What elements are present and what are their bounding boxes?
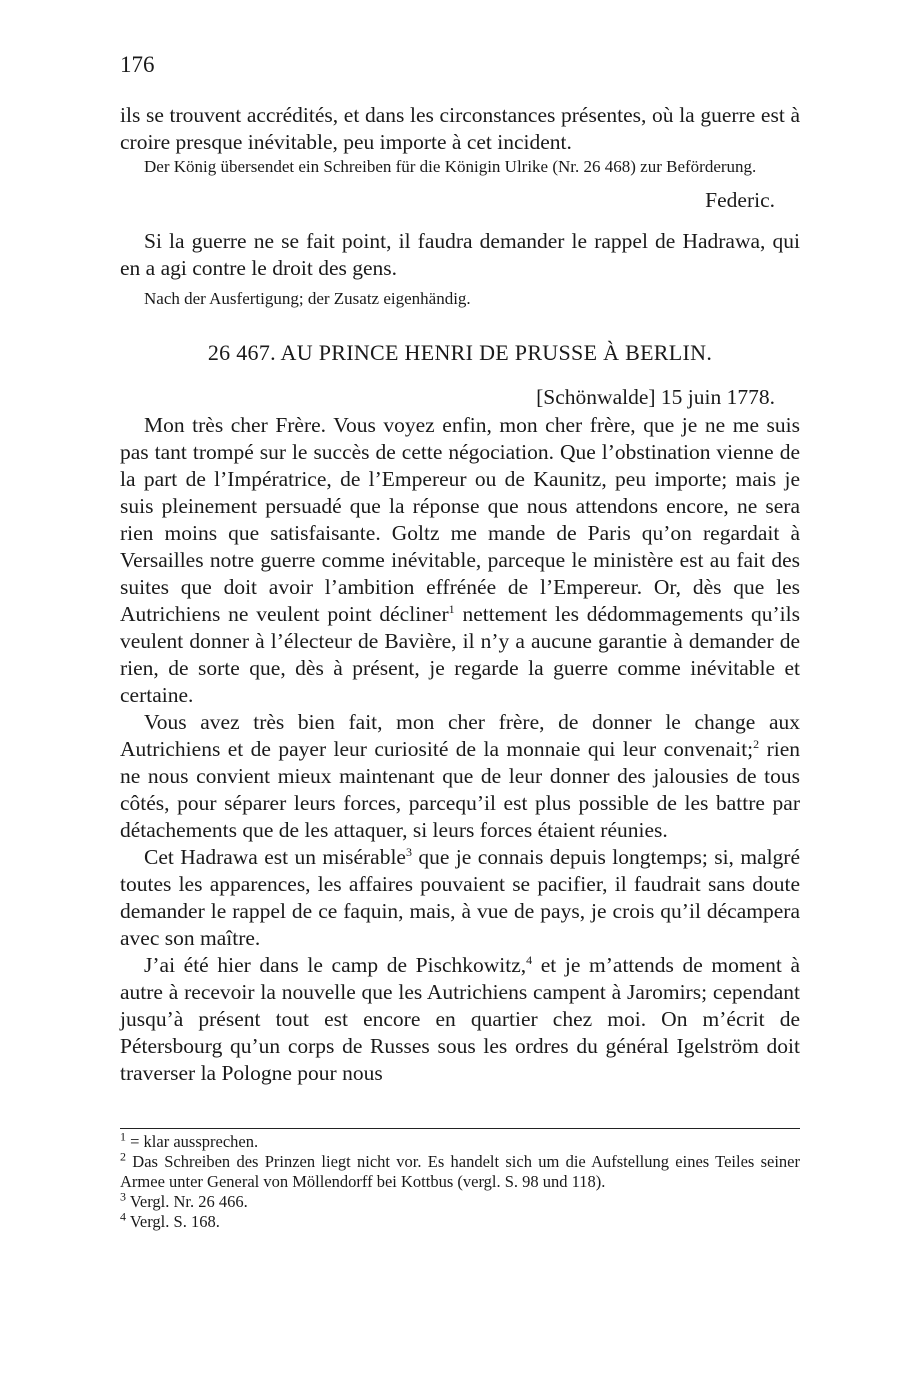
postscript: Si la guerre ne se fait point, il faudra demander le rappel de Hadrawa, qui en a agi contre le droit des gens. bbox=[120, 229, 800, 280]
letter-body bbox=[120, 412, 800, 1087]
paragraph-1-text-a: Mon très cher Frère. Vous voyez enfin, mon cher frère, que je ne me suis pas tant trompé sur le succès de cette négociation. Que l’obstination vienne de la part de l’Impératrice, de l’Empereur ou de Kaunitz, peu importe; mais je suis pleinement persuadé que la réponse que nous attendons encore, ne sera rien moins que satisfaisante. Goltz me mande de Paris qu’on regardait à Versailles notre guerre comme inévitable, parceque le ministère est au fait des suites que doit avoir l’ambition effrénée de l’Empereur. Or, dès que les Autrichiens ne veulent point décliner bbox=[120, 413, 800, 626]
footnote-divider bbox=[120, 1128, 800, 1129]
footnote-1 bbox=[120, 1129, 800, 1152]
source-note: Nach der Ausfertigung; der Zusatz eigenhändig. bbox=[144, 289, 471, 308]
paragraph-3 bbox=[120, 844, 800, 952]
paragraph-1 bbox=[120, 412, 800, 709]
footnote-mark: 3 bbox=[120, 1189, 126, 1204]
footnote-mark: 1 bbox=[120, 1129, 126, 1144]
footnote-mark: 2 bbox=[120, 1149, 126, 1164]
paragraph-4 bbox=[120, 952, 800, 1087]
signature: Federic. bbox=[705, 188, 775, 212]
paragraph-2 bbox=[120, 709, 800, 844]
paragraph-2-text-b: rien ne nous convient mieux maintenant que de leur donner des jalousies de tous côtés, pour séparer leurs forces, parcequ’il est plus possible de les battre par détachements que de les attaquer, si leurs forces étaient réunies. bbox=[120, 737, 800, 842]
footnote-ref-4: 4 bbox=[526, 952, 533, 967]
footnote-mark: 4 bbox=[120, 1209, 126, 1224]
paragraph-3-text-b: que je connais depuis longtemps; si, malgré toutes les apparences, les affaires pouvaient se pacifier, il faudrait sans doute demander le rappel de ce faquin, mais, à vue de pays, je crois qu’il décampera avec son maître. bbox=[120, 845, 801, 950]
footnote-ref-2: 2 bbox=[753, 736, 760, 751]
letter-heading: 26 467. AU PRINCE HENRI DE PRUSSE À BERLIN. bbox=[207, 340, 713, 365]
footnote-ref-3: 3 bbox=[405, 844, 412, 859]
footnote-text: Vergl. S. 168. bbox=[126, 1212, 220, 1231]
footnotes bbox=[120, 1129, 800, 1232]
letter-dateline: [Schönwalde] 15 juin 1778. bbox=[536, 385, 775, 409]
footnote-ref-1: 1 bbox=[448, 601, 455, 616]
paragraph-2-text-a: Vous avez très bien fait, mon cher frère, de donner le change aux Autrichiens et de payer leur curiosité de la monnaie qui leur convenait; bbox=[120, 710, 800, 761]
footnote-3 bbox=[120, 1189, 800, 1212]
paragraph-4-text-b: et je m’attends de moment à autre à recevoir la nouvelle que les Autrichiens campent à Jaromirs; cependant jusqu’à présent tout est encore en quartier chez moi. On m’écrit de Pétersbourg qu’un corps de Russes sous les ordres du général Igelström doit traverser la Pologne pour nous bbox=[120, 953, 800, 1085]
paragraph-4-text-a: J’ai été hier dans le camp de Pischkowitz, bbox=[144, 953, 527, 977]
footnote-4 bbox=[120, 1209, 800, 1232]
footnote-text: Das Schreiben des Prinzen liegt nicht vor. Es handelt sich um die Aufstellung eines Teiles seiner Armee unter General von Möllendorff bei Kottbus (vergl. S. 98 und 118). bbox=[120, 1152, 800, 1191]
previous-letter-ending: ils se trouvent accrédités, et dans les circonstances présentes, où la guerre est à croire presque inévitable, peu importe à cet incident. bbox=[120, 103, 800, 154]
paragraph-3-text-a: Cet Hadrawa est un misérable bbox=[144, 845, 406, 869]
footnote-text: Vergl. Nr. 26 466. bbox=[126, 1192, 248, 1211]
page-number: 176 bbox=[120, 52, 155, 77]
paragraph-1-text-b: nettement les dédommagements qu’ils veulent donner à l’électeur de Bavière, il n’y a aucune garantie à demander de rien, de sorte que, dès à présent, je regarde la guerre comme inévitable et certaine. bbox=[120, 602, 800, 707]
footnote-2 bbox=[120, 1149, 800, 1192]
editorial-note: Der König übersendet ein Schreiben für die Königin Ulrike (Nr. 26 468) zur Beförderung. bbox=[144, 157, 757, 176]
footnote-text: = klar aussprechen. bbox=[126, 1132, 259, 1151]
